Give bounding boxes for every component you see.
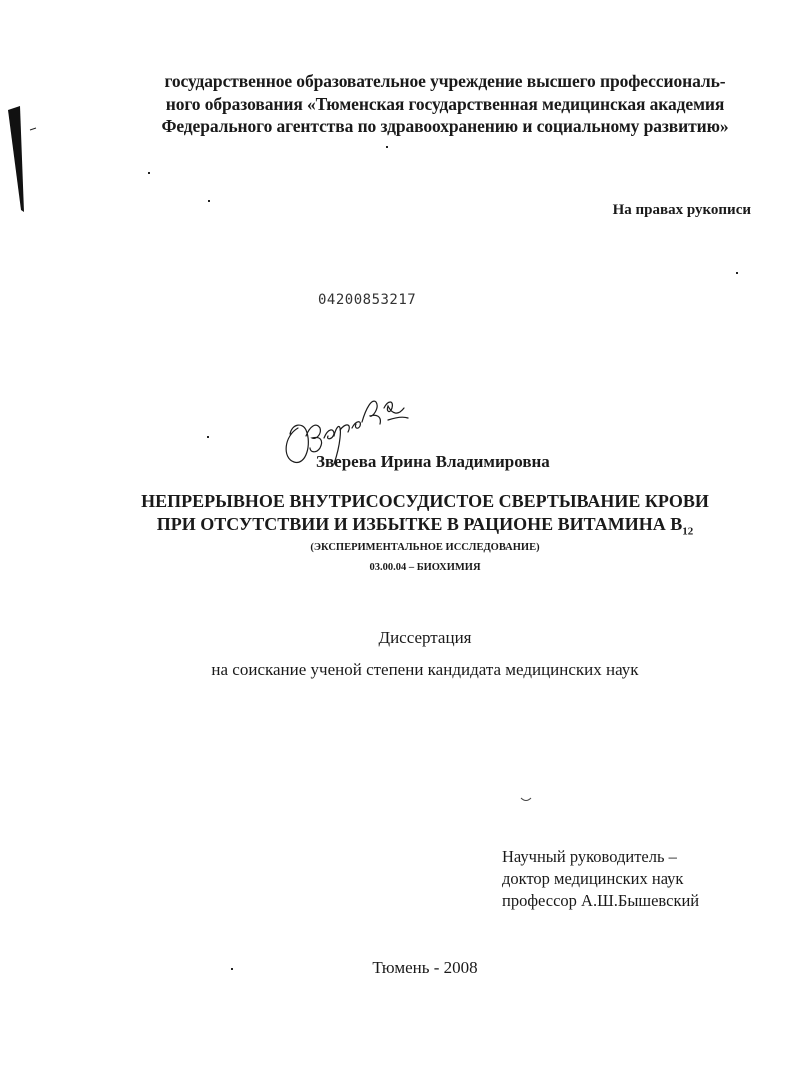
scan-edge-mark	[0, 100, 40, 220]
header-line-1: государственное образовательное учреждение высшего профессиональ-	[164, 71, 726, 91]
scan-speck	[386, 146, 388, 148]
scan-speck	[231, 968, 233, 970]
thesis-subtitle: (ЭКСПЕРИМЕНТАЛЬНОЕ ИССЛЕДОВАНИЕ)	[310, 542, 540, 553]
manuscript-note: На правах рукописи	[612, 202, 751, 218]
supervisor-block	[502, 846, 699, 912]
author-name: Зверева Ирина Владимировна	[316, 452, 550, 471]
scan-speck	[208, 200, 210, 202]
title-subscript: 12	[682, 525, 694, 538]
title-line-2-text: ПРИ ОТСУТСТВИИ И ИЗБЫТКЕ В РАЦИОНЕ ВИТАМИНА В	[156, 514, 683, 534]
scan-speck	[736, 272, 738, 274]
supervisor-line-3: профессор А.Ш.Бышевский	[502, 891, 700, 910]
title-line-2	[80, 513, 770, 544]
scan-speck	[207, 436, 209, 438]
header-line-2: ного образования «Тюменская государственная медицинская академия	[165, 93, 725, 114]
institution-header	[120, 70, 770, 138]
scan-speck-curve	[520, 796, 532, 804]
supervisor-line-1: Научный руководитель –	[502, 847, 677, 866]
header-line-3: Федерального агентства по здравоохранению и социальному развитию»	[161, 116, 729, 136]
specialty-code: 03.00.04 – БИОХИМИЯ	[369, 562, 481, 573]
document-type: Диссертация	[378, 628, 472, 647]
title-line-1: НЕПРЕРЫВНОЕ ВНУТРИСОСУДИСТОЕ СВЕРТЫВАНИЕ КРОВИ	[141, 491, 709, 511]
supervisor-line-2: доктор медицинских наук	[502, 869, 684, 888]
city-year: Тюмень - 2008	[372, 958, 478, 977]
catalog-number: 04200853217	[318, 292, 417, 308]
thesis-title	[80, 490, 770, 544]
scan-speck	[148, 172, 150, 174]
degree-line: на соискание ученой степени кандидата медицинских наук	[211, 660, 639, 679]
